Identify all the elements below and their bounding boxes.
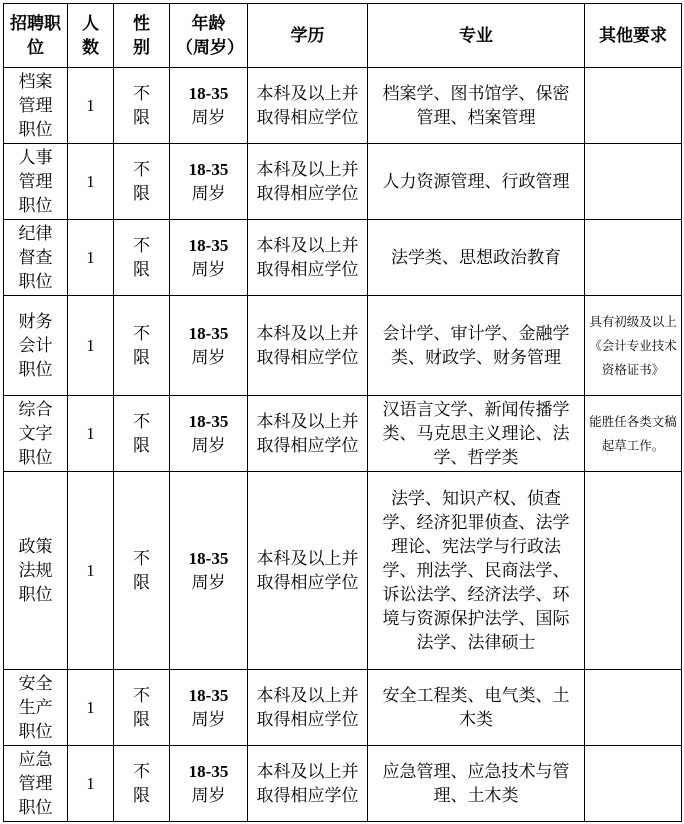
cell-age-range: 18-35 — [188, 411, 229, 431]
cell-education: 本科及以上并取得相应学位 — [248, 144, 368, 220]
cell-position: 档案管理职位 — [4, 68, 68, 144]
cell-gender: 不限 — [114, 472, 170, 670]
cell-age — [170, 144, 248, 220]
cell-age — [170, 670, 248, 746]
table-row — [4, 472, 682, 670]
cell-age-unit: 周岁 — [191, 183, 226, 204]
cell-age — [170, 68, 248, 144]
table-row — [4, 670, 682, 746]
cell-age-range: 18-35 — [188, 685, 229, 705]
header-count: 人数 — [68, 4, 114, 68]
cell-age — [170, 220, 248, 296]
cell-education: 本科及以上并取得相应学位 — [248, 670, 368, 746]
cell-age — [170, 296, 248, 396]
cell-major: 汉语言文学、新闻传播学类、马克思主义理论、法学、哲学类 — [368, 396, 585, 472]
table-row — [4, 396, 682, 472]
cell-age-range: 18-35 — [188, 159, 229, 179]
cell-other — [585, 68, 682, 144]
cell-other: 能胜任各类文稿起草工作。 — [585, 396, 682, 472]
cell-age-range: 18-35 — [188, 761, 229, 781]
header-major: 专业 — [368, 4, 585, 68]
header-row — [4, 4, 682, 68]
cell-position: 纪律督查职位 — [4, 220, 68, 296]
cell-gender: 不限 — [114, 220, 170, 296]
cell-major: 法学类、思想政治教育 — [368, 220, 585, 296]
cell-major: 会计学、审计学、金融学类、财政学、财务管理 — [368, 296, 585, 396]
cell-major: 人力资源管理、行政管理 — [368, 144, 585, 220]
cell-age-range: 18-35 — [188, 548, 229, 568]
cell-gender: 不限 — [114, 670, 170, 746]
recruitment-table — [3, 3, 682, 822]
cell-count: 1 — [68, 296, 114, 396]
cell-other — [585, 220, 682, 296]
cell-education: 本科及以上并取得相应学位 — [248, 296, 368, 396]
table-row — [4, 220, 682, 296]
header-age: 年龄（周岁） — [170, 4, 248, 68]
header-education: 学历 — [248, 4, 368, 68]
cell-other — [585, 472, 682, 670]
header-position: 招聘职位 — [4, 4, 68, 68]
cell-education: 本科及以上并取得相应学位 — [248, 68, 368, 144]
cell-education: 本科及以上并取得相应学位 — [248, 746, 368, 822]
cell-age-unit: 周岁 — [191, 259, 226, 280]
cell-age-range: 18-35 — [188, 235, 229, 255]
cell-count: 1 — [68, 144, 114, 220]
cell-education: 本科及以上并取得相应学位 — [248, 220, 368, 296]
cell-gender: 不限 — [114, 144, 170, 220]
cell-major: 安全工程类、电气类、土木类 — [368, 670, 585, 746]
cell-position: 综合文字职位 — [4, 396, 68, 472]
cell-gender: 不限 — [114, 68, 170, 144]
cell-age-range: 18-35 — [188, 83, 229, 103]
cell-count: 1 — [68, 68, 114, 144]
cell-age-range: 18-35 — [188, 323, 229, 343]
table-row — [4, 144, 682, 220]
cell-education: 本科及以上并取得相应学位 — [248, 472, 368, 670]
cell-gender: 不限 — [114, 396, 170, 472]
cell-count: 1 — [68, 472, 114, 670]
cell-age-unit: 周岁 — [191, 347, 226, 368]
cell-gender: 不限 — [114, 296, 170, 396]
table-body — [4, 68, 682, 822]
cell-position: 政策法规职位 — [4, 472, 68, 670]
cell-count: 1 — [68, 670, 114, 746]
cell-other — [585, 144, 682, 220]
cell-age — [170, 472, 248, 670]
cell-major: 法学、知识产权、侦查学、经济犯罪侦查、法学理论、宪法学与行政法学、刑法学、民商法学、诉讼法学、经济法学、环境与资源保护法学、国际法学、法律硕士 — [368, 472, 585, 670]
cell-age — [170, 396, 248, 472]
cell-age-unit: 周岁 — [191, 572, 226, 593]
cell-age-unit: 周岁 — [191, 107, 226, 128]
cell-major: 应急管理、应急技术与管理、土木类 — [368, 746, 585, 822]
header-gender: 性别 — [114, 4, 170, 68]
cell-age — [170, 746, 248, 822]
cell-position: 人事管理职位 — [4, 144, 68, 220]
cell-position: 应急管理职位 — [4, 746, 68, 822]
cell-major: 档案学、图书馆学、保密管理、档案管理 — [368, 68, 585, 144]
cell-education: 本科及以上并取得相应学位 — [248, 396, 368, 472]
cell-count: 1 — [68, 220, 114, 296]
cell-other — [585, 746, 682, 822]
header-other: 其他要求 — [585, 4, 682, 68]
table-row — [4, 68, 682, 144]
cell-count: 1 — [68, 396, 114, 472]
cell-position: 财务会计职位 — [4, 296, 68, 396]
cell-count: 1 — [68, 746, 114, 822]
cell-other: 具有初级及以上《会计专业技术资格证书》 — [585, 296, 682, 396]
table-row — [4, 296, 682, 396]
cell-age-unit: 周岁 — [191, 435, 226, 456]
cell-age-unit: 周岁 — [191, 709, 226, 730]
cell-other — [585, 670, 682, 746]
cell-gender: 不限 — [114, 746, 170, 822]
table-row — [4, 746, 682, 822]
cell-age-unit: 周岁 — [191, 785, 226, 806]
cell-position: 安全生产职位 — [4, 670, 68, 746]
